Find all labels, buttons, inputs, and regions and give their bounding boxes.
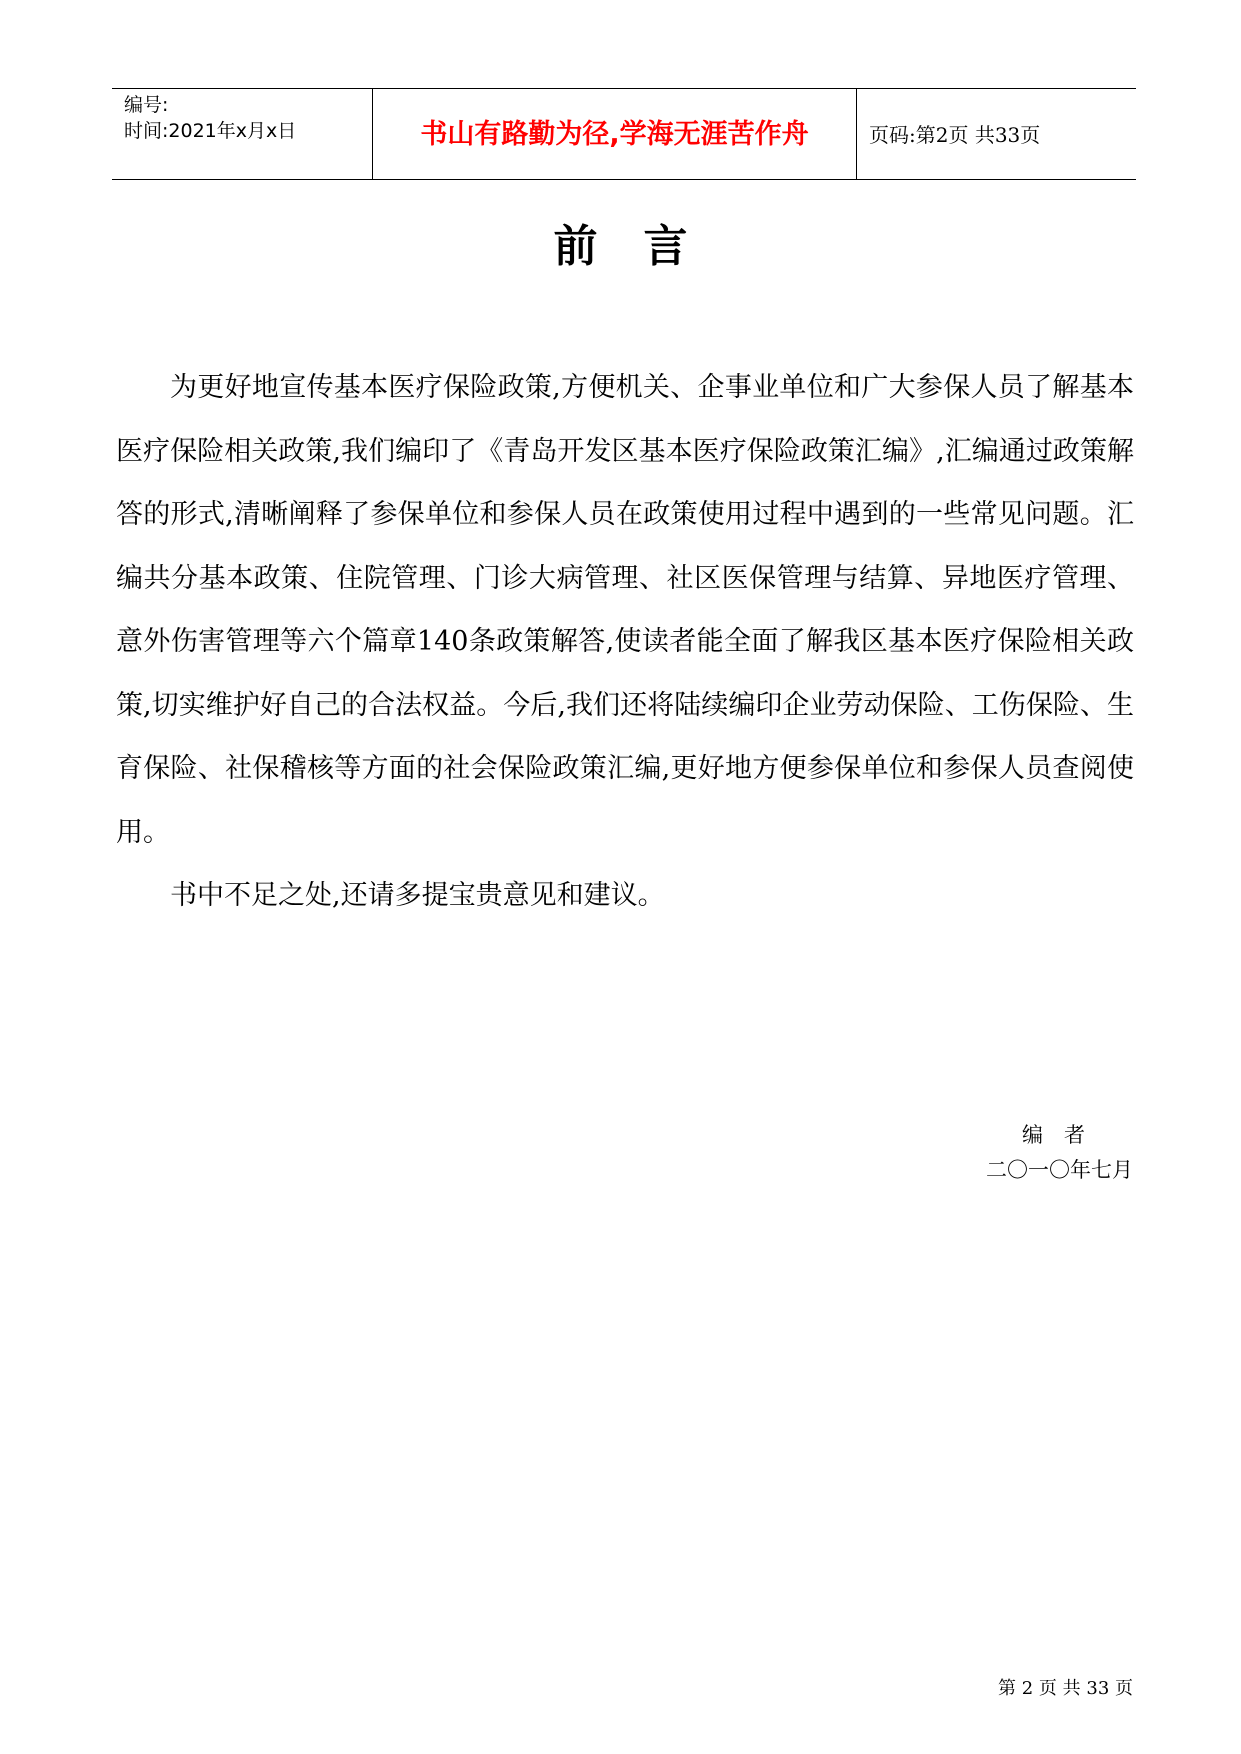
signature-editor: 编 者 bbox=[1022, 1123, 1085, 1147]
preface-paragraph-2: 书中不足之处,还请多提宝贵意见和建议。 bbox=[170, 880, 665, 911]
preface-paragraph-1: 为更好地宣传基本医疗保险政策,方便机关、企事业单位和广大参保人员了解基本医疗保险相关政策,我们编印了《青岛开发区基本医疗保险政策汇编》,汇编通过政策解答的形式,清晰阐释了参保单位和参保人员在政策使用过程中遇到的一些常见问题。汇编共分基本政策、住院管理、门诊大病管理、社区医保管理与结算、异地医疗管理、意外伤害管理等六个篇章140条政策解答,使读者能全面了解我区基本医疗保险相关政策,切实维护好自己的合法权益。今后,我们还将陆续编印企业劳动保险、工伤保险、生育保险、社保稽核等方面的社会保险政策汇编,更好地方便参保单位和参保人员查阅使用。 bbox=[116, 372, 1134, 848]
header-motto: 书山有路勤为径,学海无涯苦作舟 bbox=[373, 89, 857, 179]
signature-block bbox=[986, 1118, 1133, 1188]
page-title bbox=[0, 210, 1241, 274]
signature-date: 二〇一〇年七月 bbox=[986, 1158, 1133, 1182]
page-footer: 第 2 页 共 33 页 bbox=[998, 1678, 1133, 1699]
document-header bbox=[112, 88, 1136, 180]
title-char-2: 言 bbox=[643, 221, 688, 272]
header-meta-cell bbox=[112, 89, 373, 179]
document-number-label: 编号: bbox=[124, 94, 169, 116]
header-page-label: 页码:第2页 共33页 bbox=[869, 123, 1041, 147]
document-time-label: 时间:2021年x月x日 bbox=[124, 120, 297, 142]
title-char-1: 前 bbox=[553, 221, 598, 272]
preface-body bbox=[116, 356, 1134, 928]
